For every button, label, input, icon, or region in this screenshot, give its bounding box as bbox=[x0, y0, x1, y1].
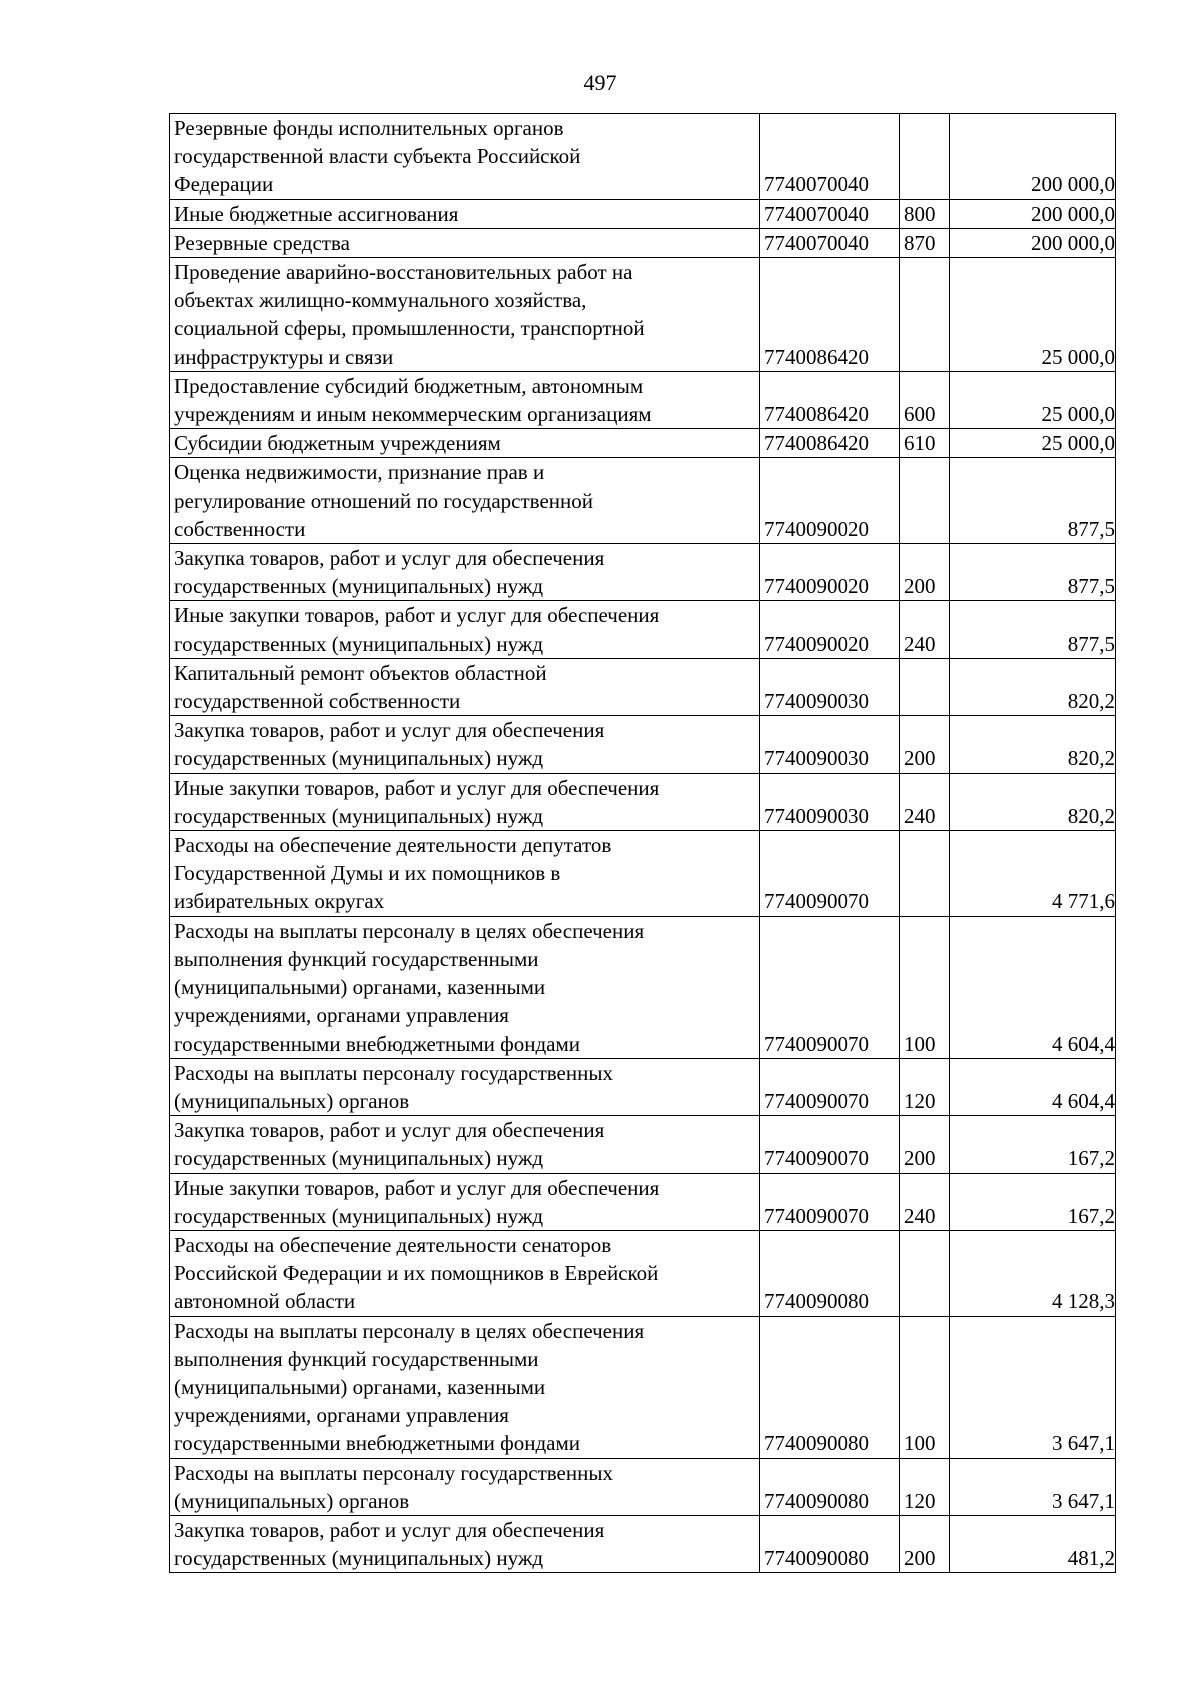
amount-cell: 877,5 bbox=[950, 458, 1116, 544]
amount-cell: 4 128,3 bbox=[950, 1230, 1116, 1316]
target-article-code-cell: 7740090070 bbox=[760, 831, 900, 917]
target-article-code-cell: 7740086420 bbox=[760, 371, 900, 428]
table-row bbox=[170, 258, 1116, 372]
table-row bbox=[170, 1458, 1116, 1515]
amount-cell: 200 000,0 bbox=[950, 228, 1116, 257]
expense-name-cell: Закупка товаров, работ и услуг для обеспечения государственных (муниципальных) нужд bbox=[170, 716, 760, 773]
target-article-code-cell: 7740090030 bbox=[760, 658, 900, 715]
expense-type-cell: 120 bbox=[900, 1058, 950, 1115]
amount-cell: 3 647,1 bbox=[950, 1458, 1116, 1515]
expense-name-cell: Расходы на выплаты персоналу государственных (муниципальных) органов bbox=[170, 1058, 760, 1115]
target-article-code-cell: 7740090020 bbox=[760, 458, 900, 544]
amount-cell: 4 771,6 bbox=[950, 831, 1116, 917]
expense-type-cell: 800 bbox=[900, 199, 950, 228]
table-row bbox=[170, 1230, 1116, 1316]
expense-type-cell: 870 bbox=[900, 228, 950, 257]
expense-name-cell: Закупка товаров, работ и услуг для обеспечения государственных (муниципальных) нужд bbox=[170, 1116, 760, 1173]
expense-type-cell: 200 bbox=[900, 544, 950, 601]
amount-cell: 25 000,0 bbox=[950, 429, 1116, 458]
expense-type-cell bbox=[900, 458, 950, 544]
expense-type-cell: 240 bbox=[900, 773, 950, 830]
expense-name-cell: Иные закупки товаров, работ и услуг для обеспечения государственных (муниципальных) нужд bbox=[170, 1173, 760, 1230]
budget-table-body bbox=[170, 114, 1116, 1573]
amount-cell: 820,2 bbox=[950, 773, 1116, 830]
amount-cell: 481,2 bbox=[950, 1515, 1116, 1572]
expense-name-cell: Закупка товаров, работ и услуг для обеспечения государственных (муниципальных) нужд bbox=[170, 544, 760, 601]
amount-cell: 3 647,1 bbox=[950, 1316, 1116, 1458]
expense-name-cell: Капитальный ремонт объектов областной государственной собственности bbox=[170, 658, 760, 715]
amount-cell: 820,2 bbox=[950, 658, 1116, 715]
amount-cell: 4 604,4 bbox=[950, 916, 1116, 1058]
target-article-code-cell: 7740090070 bbox=[760, 1116, 900, 1173]
expense-name-cell: Оценка недвижимости, признание прав и регулирование отношений по государственной собственности bbox=[170, 458, 760, 544]
table-row bbox=[170, 716, 1116, 773]
amount-cell: 167,2 bbox=[950, 1116, 1116, 1173]
amount-cell: 877,5 bbox=[950, 544, 1116, 601]
expense-name-cell: Резервные средства bbox=[170, 228, 760, 257]
expense-type-cell: 100 bbox=[900, 1316, 950, 1458]
expense-type-cell: 240 bbox=[900, 601, 950, 658]
target-article-code-cell: 7740070040 bbox=[760, 199, 900, 228]
expense-name-cell: Иные закупки товаров, работ и услуг для обеспечения государственных (муниципальных) нужд bbox=[170, 601, 760, 658]
amount-cell: 25 000,0 bbox=[950, 371, 1116, 428]
target-article-code-cell: 7740090030 bbox=[760, 716, 900, 773]
table-row bbox=[170, 371, 1116, 428]
expense-name-cell: Расходы на выплаты персоналу в целях обеспечения выполнения функций государственными (муниципальными) органами, казенными учреждениями, органами управления государственными внебюджетными фондами bbox=[170, 916, 760, 1058]
table-row bbox=[170, 1316, 1116, 1458]
amount-cell: 200 000,0 bbox=[950, 199, 1116, 228]
target-article-code-cell: 7740090080 bbox=[760, 1230, 900, 1316]
target-article-code-cell: 7740086420 bbox=[760, 429, 900, 458]
amount-cell: 820,2 bbox=[950, 716, 1116, 773]
target-article-code-cell: 7740090070 bbox=[760, 1058, 900, 1115]
budget-table bbox=[169, 113, 1116, 1573]
expense-type-cell: 120 bbox=[900, 1458, 950, 1515]
table-row bbox=[170, 831, 1116, 917]
target-article-code-cell: 7740090020 bbox=[760, 544, 900, 601]
expense-type-cell bbox=[900, 658, 950, 715]
target-article-code-cell: 7740090070 bbox=[760, 916, 900, 1058]
table-row bbox=[170, 773, 1116, 830]
table-row bbox=[170, 544, 1116, 601]
amount-cell: 167,2 bbox=[950, 1173, 1116, 1230]
expense-name-cell: Расходы на обеспечение деятельности депутатов Государственной Думы и их помощников в избирательных округах bbox=[170, 831, 760, 917]
expense-name-cell: Расходы на обеспечение деятельности сенаторов Российской Федерации и их помощников в Еврейской автономной области bbox=[170, 1230, 760, 1316]
table-row bbox=[170, 228, 1116, 257]
expense-type-cell: 240 bbox=[900, 1173, 950, 1230]
amount-cell: 877,5 bbox=[950, 601, 1116, 658]
table-row bbox=[170, 458, 1116, 544]
amount-cell: 200 000,0 bbox=[950, 114, 1116, 200]
target-article-code-cell: 7740090070 bbox=[760, 1173, 900, 1230]
expense-type-cell: 100 bbox=[900, 916, 950, 1058]
table-row bbox=[170, 1058, 1116, 1115]
target-article-code-cell: 7740090080 bbox=[760, 1316, 900, 1458]
table-row bbox=[170, 199, 1116, 228]
amount-cell: 4 604,4 bbox=[950, 1058, 1116, 1115]
target-article-code-cell: 7740090080 bbox=[760, 1515, 900, 1572]
expense-type-cell: 600 bbox=[900, 371, 950, 428]
expense-name-cell: Закупка товаров, работ и услуг для обеспечения государственных (муниципальных) нужд bbox=[170, 1515, 760, 1572]
table-row bbox=[170, 916, 1116, 1058]
target-article-code-cell: 7740090080 bbox=[760, 1458, 900, 1515]
page-number: 497 bbox=[583, 70, 617, 95]
expense-type-cell bbox=[900, 831, 950, 917]
target-article-code-cell: 7740086420 bbox=[760, 258, 900, 372]
amount-cell: 25 000,0 bbox=[950, 258, 1116, 372]
expense-type-cell: 200 bbox=[900, 716, 950, 773]
table-row bbox=[170, 601, 1116, 658]
expense-name-cell: Иные закупки товаров, работ и услуг для обеспечения государственных (муниципальных) нужд bbox=[170, 773, 760, 830]
expense-name-cell: Предоставление субсидий бюджетным, автономным учреждениям и иным некоммерческим организациям bbox=[170, 371, 760, 428]
table-row bbox=[170, 1173, 1116, 1230]
expense-name-cell: Проведение аварийно-восстановительных работ на объектах жилищно-коммунального хозяйства, социальной сферы, промышленности, транспортной инфраструктуры и связи bbox=[170, 258, 760, 372]
table-row bbox=[170, 1116, 1116, 1173]
expense-name-cell: Расходы на выплаты персоналу государственных (муниципальных) органов bbox=[170, 1458, 760, 1515]
expense-type-cell: 200 bbox=[900, 1515, 950, 1572]
table-row bbox=[170, 114, 1116, 200]
target-article-code-cell: 7740070040 bbox=[760, 228, 900, 257]
expense-type-cell bbox=[900, 1230, 950, 1316]
table-row bbox=[170, 1515, 1116, 1572]
expense-type-cell bbox=[900, 258, 950, 372]
expense-name-cell: Иные бюджетные ассигнования bbox=[170, 199, 760, 228]
target-article-code-cell: 7740090020 bbox=[760, 601, 900, 658]
expense-name-cell: Резервные фонды исполнительных органов государственной власти субъекта Российской Федерации bbox=[170, 114, 760, 200]
expense-name-cell: Расходы на выплаты персоналу в целях обеспечения выполнения функций государственными (муниципальными) органами, казенными учреждениями, органами управления государственными внебюджетными фондами bbox=[170, 1316, 760, 1458]
expense-type-cell bbox=[900, 114, 950, 200]
expense-type-cell: 200 bbox=[900, 1116, 950, 1173]
table-row bbox=[170, 658, 1116, 715]
expense-name-cell: Субсидии бюджетным учреждениям bbox=[170, 429, 760, 458]
expense-type-cell: 610 bbox=[900, 429, 950, 458]
table-row bbox=[170, 429, 1116, 458]
target-article-code-cell: 7740090030 bbox=[760, 773, 900, 830]
target-article-code-cell: 7740070040 bbox=[760, 114, 900, 200]
